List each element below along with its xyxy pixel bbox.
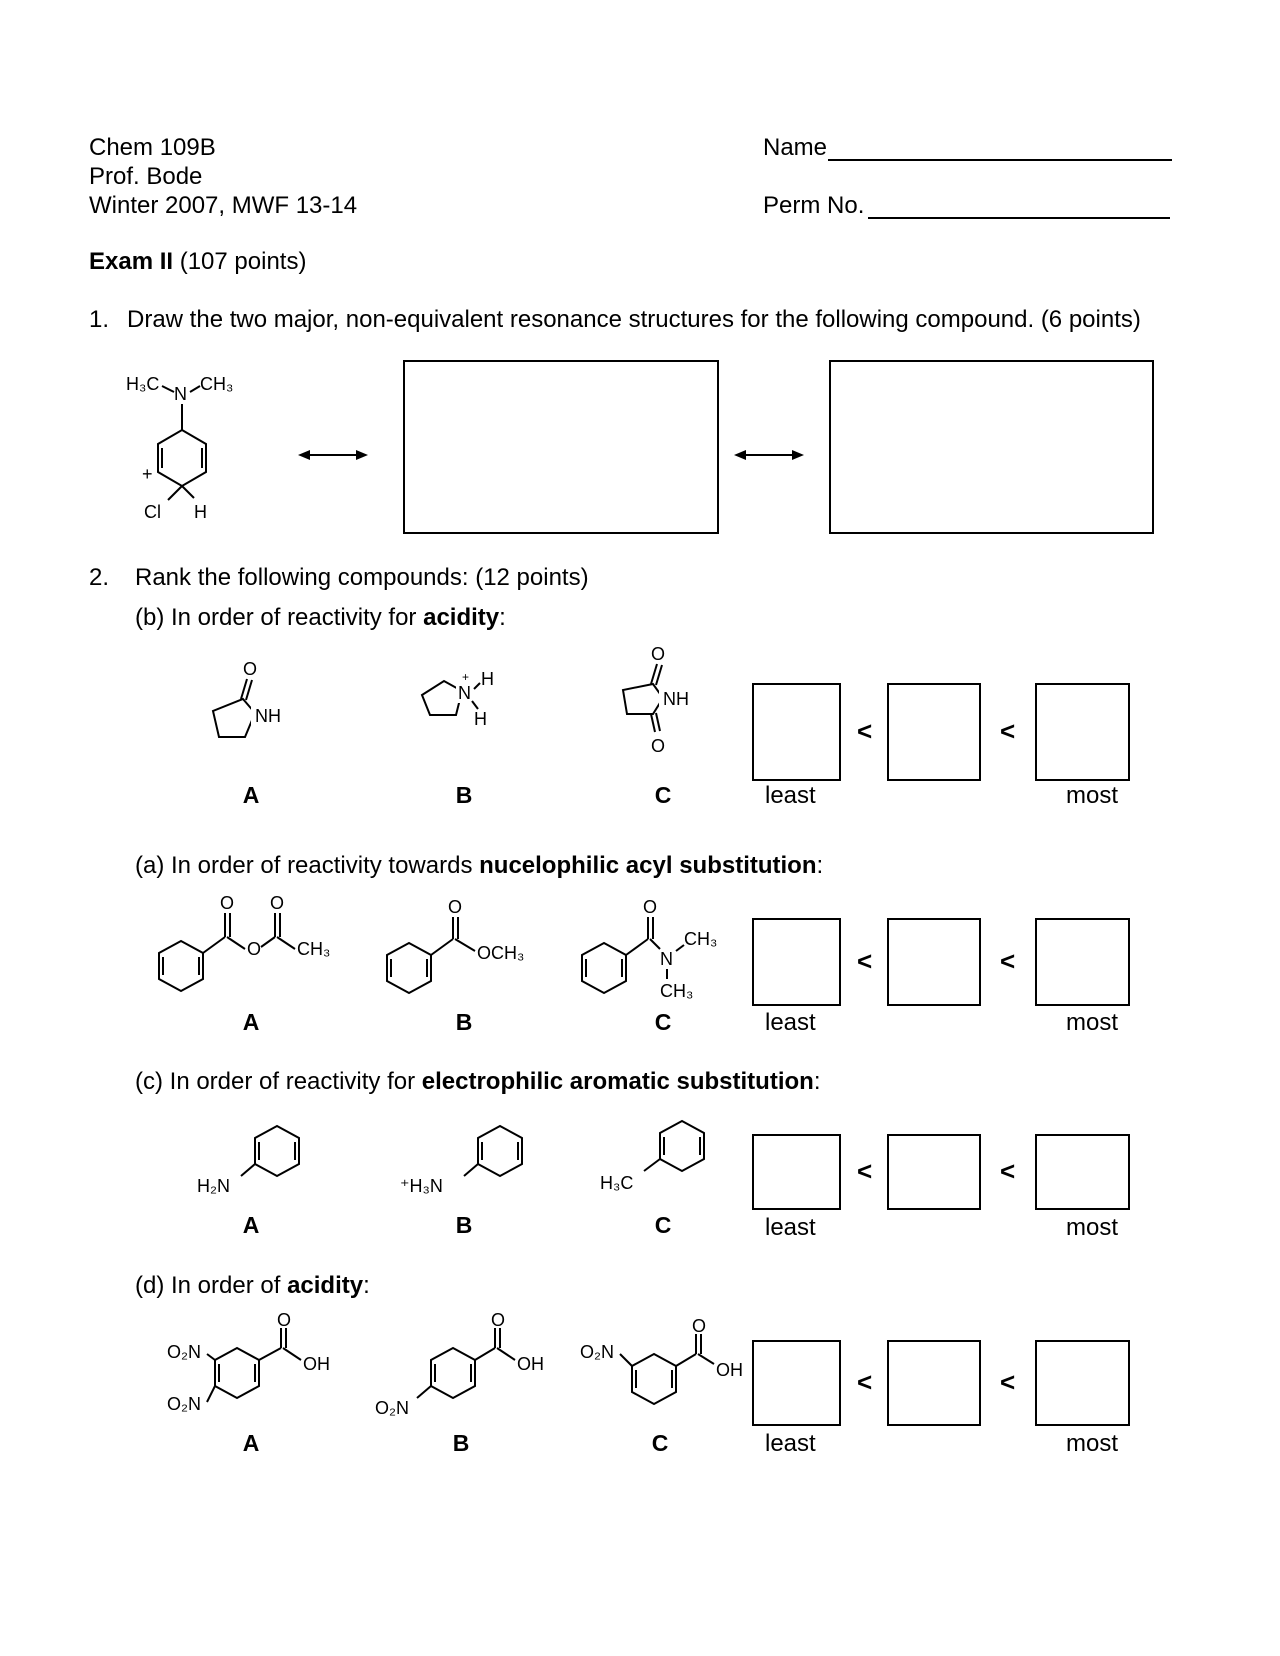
part-a-bold: nucelophilic acyl substitution (479, 852, 817, 879)
part-b-label-a: A (242, 782, 260, 808)
atom-ch3: CH₃ (200, 374, 234, 394)
part-b-compound-a (205, 655, 295, 745)
atom-nh: NH (663, 689, 689, 709)
part-b-label-c: C (654, 782, 672, 808)
atom-o: O (692, 1316, 707, 1336)
part-b-less-than-1: < (857, 716, 873, 746)
part-b-label-b: B (455, 782, 473, 808)
atom-h-2: H (474, 709, 487, 729)
atom-o-bottom: O (651, 736, 666, 756)
atom-h3c: H₃C (600, 1173, 634, 1193)
part-c-suffix: : (813, 1068, 821, 1095)
part-b-bold: acidity (423, 604, 500, 631)
q1-molecule (120, 370, 260, 530)
atom-o: O (277, 1310, 292, 1330)
atom-ch3: CH₃ (297, 939, 331, 959)
part-a-less-than-1: < (857, 946, 873, 976)
resonance-arrow-1 (298, 448, 368, 462)
part-c-less-than-1: < (857, 1156, 873, 1186)
q2-text: Rank the following compounds: (12 points) (135, 564, 589, 591)
resonance-arrow-2 (734, 448, 804, 462)
part-c-least: least (765, 1214, 816, 1241)
exam-name: Exam II (89, 248, 174, 275)
atom-nh: NH (255, 706, 281, 726)
term-info: Winter 2007, MWF 13-14 (89, 192, 358, 219)
atom-o: O (243, 659, 258, 679)
part-a-heading (135, 852, 823, 880)
part-a-compound-b (383, 893, 553, 998)
part-b-prefix: (b) In order of reactivity for (135, 604, 424, 631)
part-a-label-c: C (654, 1009, 672, 1035)
part-d-compound-b (373, 1310, 553, 1423)
atom-o: O (643, 897, 658, 917)
part-c-compound-b (398, 1120, 528, 1210)
atom-oh: OH (303, 1354, 330, 1374)
part-c-heading (135, 1068, 820, 1096)
atom-och3: OCH₃ (477, 943, 525, 963)
part-b-rank-box-3[interactable] (1035, 683, 1130, 781)
part-c-rank-box-1[interactable] (752, 1134, 841, 1210)
part-c-most: most (1066, 1214, 1119, 1241)
atom-o2n: O₂N (580, 1342, 614, 1362)
part-c-rank-box-2[interactable] (887, 1134, 981, 1210)
part-c-label-a: A (242, 1212, 260, 1238)
part-d-heading (135, 1272, 370, 1300)
exam-title (89, 248, 306, 276)
part-d-less-than-1: < (857, 1367, 873, 1397)
atom-h: H (194, 502, 207, 522)
part-d-label-c: C (651, 1430, 669, 1456)
atom-o-1: O (220, 893, 235, 913)
charge-plus: + (462, 670, 470, 684)
part-a-rank-box-1[interactable] (752, 918, 841, 1006)
part-a-most: most (1066, 1009, 1119, 1036)
part-a-compound-a (155, 893, 355, 998)
atom-n: N (660, 949, 673, 969)
professor-name: Prof. Bode (89, 163, 203, 190)
part-d-least: least (765, 1430, 816, 1457)
atom-ch3-2: CH₃ (660, 981, 694, 1001)
part-d-bold: acidity (287, 1272, 364, 1299)
q1-text: Draw the two major, non-equivalent resonance structures for the following compound. (6 points) (127, 306, 1141, 333)
atom-oh: OH (716, 1360, 743, 1380)
part-b-least: least (765, 782, 816, 809)
part-d-less-than-2: < (1000, 1367, 1016, 1397)
part-d-label-a: A (242, 1430, 260, 1456)
part-c-label-b: B (455, 1212, 473, 1238)
perm-label: Perm No. (763, 192, 865, 219)
atom-o-top: O (651, 644, 666, 664)
q2-number: 2. (89, 564, 110, 591)
part-b-most: most (1066, 782, 1119, 809)
atom-o2n: O₂N (375, 1398, 409, 1418)
part-d-compound-a (165, 1310, 355, 1423)
part-b-rank-box-2[interactable] (887, 683, 981, 781)
atom-h3n: ⁺H₃N (400, 1176, 443, 1196)
atom-n: N (458, 683, 471, 703)
part-b-heading (135, 604, 506, 632)
part-d-rank-box-1[interactable] (752, 1340, 841, 1426)
part-d-rank-box-2[interactable] (887, 1340, 981, 1426)
atom-o: O (491, 1310, 506, 1330)
part-c-prefix: (c) In order of reactivity for (135, 1068, 422, 1095)
part-c-label-c: C (654, 1212, 672, 1238)
part-d-compound-c (578, 1318, 758, 1423)
part-c-bold: electrophilic aromatic substitution (421, 1068, 814, 1095)
charge-plus: + (142, 464, 153, 484)
q1-number: 1. (89, 306, 110, 333)
part-b-less-than-2: < (1000, 716, 1016, 746)
atom-ch3-1: CH₃ (684, 929, 718, 949)
name-field[interactable] (828, 159, 1172, 161)
name-label: Name (763, 134, 828, 161)
atom-h3c: H₃C (126, 374, 160, 394)
course-name: Chem 109B (89, 134, 216, 161)
part-b-compound-c (615, 640, 715, 755)
part-b-rank-box-1[interactable] (752, 683, 841, 781)
part-b-suffix: : (499, 604, 506, 631)
exam-points: (107 points) (179, 248, 307, 275)
part-a-compound-c (578, 893, 748, 1003)
resonance-answer-box-1[interactable] (403, 360, 719, 534)
part-d-most: most (1066, 1430, 1119, 1457)
part-d-rank-box-3[interactable] (1035, 1340, 1130, 1426)
perm-field[interactable] (868, 217, 1170, 219)
part-a-rank-box-2[interactable] (887, 918, 981, 1006)
part-a-label-b: B (455, 1009, 473, 1035)
part-d-prefix: (d) In order of (135, 1272, 288, 1299)
part-c-rank-box-3[interactable] (1035, 1134, 1130, 1210)
part-d-label-b: B (452, 1430, 470, 1456)
part-a-prefix: (a) In order of reactivity towards (135, 852, 480, 879)
atom-n: N (174, 384, 187, 404)
part-a-rank-box-3[interactable] (1035, 918, 1130, 1006)
atom-o: O (448, 897, 463, 917)
atom-oh: OH (517, 1354, 544, 1374)
part-a-suffix: : (816, 852, 824, 879)
resonance-answer-box-2[interactable] (829, 360, 1154, 534)
atom-cl: Cl (144, 502, 161, 522)
part-c-compound-c (598, 1115, 718, 1205)
atom-o2n-2: O₂N (167, 1394, 201, 1414)
part-c-less-than-2: < (1000, 1156, 1016, 1186)
part-d-suffix: : (363, 1272, 370, 1299)
atom-o-3: O (270, 893, 285, 913)
part-a-label-a: A (242, 1009, 260, 1035)
part-a-least: least (765, 1009, 816, 1036)
part-a-less-than-2: < (1000, 946, 1016, 976)
atom-h-1: H (481, 669, 494, 689)
atom-h2n: H₂N (197, 1176, 230, 1196)
atom-o-2: O (247, 939, 262, 959)
atom-o2n-1: O₂N (167, 1342, 201, 1362)
part-b-compound-b (418, 665, 508, 735)
part-c-compound-a (195, 1120, 315, 1210)
